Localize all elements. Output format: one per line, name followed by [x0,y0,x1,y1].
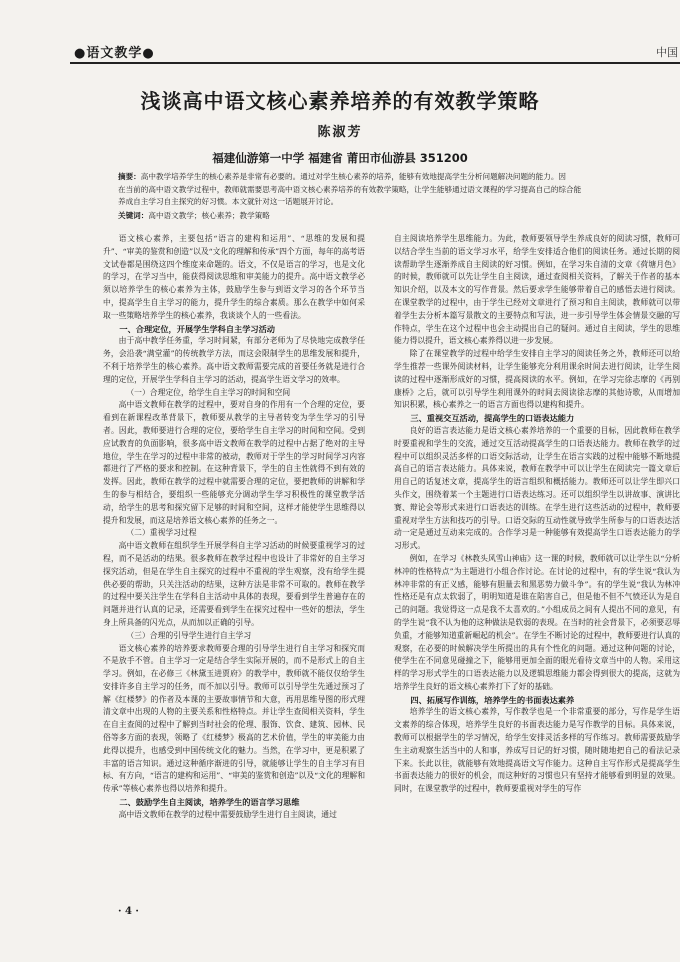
paragraph: 除了在课堂教学的过程中给学生安排自主学习的阅读任务之外，教师还可以给学生推荐一些课外阅读材料，让学生能够充分利用课余时间去进行阅读，让学生阅读的过程中逐渐形成好的习惯，提高阅读的水平。例如，在学习完徐志摩的《再别康桥》之后，就可以引导学生利用课外的时间去阅读徐志摩的其他诗歌，从而增加知识积累，核心素养之一的语言方面也得以建构和提升。 [394,349,680,410]
section-label: ●语文教学● [74,46,155,61]
paragraph: 良好的语言表达能力是语文核心素养培养的一个重要的目标，因此教师在教学时要重视和学生的交流，通过交互活动提高学生的口语表达能力。教师在教学的过程中可以组织灵活多样的口语交际活动，让学生在语言实践的过程中能够不断地提高自己的语言表达能力。具体来说，教师在教学中可以让学生在阅读完一篇文章后用自己的话复述文章，提高学生的语言组织和概括能力。教师还可以让学生即兴口头作文，围绕着某一个主题进行口语表达练习。还可以组织学生以讲故事、演讲比赛、辩论会等形式来进行口语表达的训练。在学生进行这些活动的过程中，教师要重视对学生方法和技巧的引导。口语交际的互动性就导致学生所参与的口语表达活动一定是通过互动来完成的。合作学习是一种能够有效提高学生口语表达能力的学习形式。 [394,425,680,551]
paragraph: 语文核心素养的培养要求教师要合理的引导学生进行自主学习和探究而不是放手不管。自主学习一定是结合学生实际开展的，而不是形式上的自主学习。例如，在必修三《林黛玉进贾府》的教学中，教师就不能仅仅给学生安排许多自主学习的任务，而不加以引导。教师可以引导学生先通过预习了解《红楼梦》的作者及本课的主要故事情节和大意，再用思维导图的形式理清文章中出现的人物的主要关系和性格特点。并让学生查阅相关资料，学生在自主查阅的过程中了解到当时社会的伦理、服饰、饮食、建筑、园林、民俗等多方面的表现，领略了《红楼梦》极高的艺术价值，学生的审美能力由此得以提升，也感受到中国传统文化的魅力。当然，在学习中，更是积累了丰富的语言知识。通过这种循序渐进的引导，就能够让学生的自主学习有目标、有方向，“语言的建构和运用”、“审美的鉴赏和创造”以及“文化的理解和传承”等核心素养也得以培养和提升。 [103,643,365,794]
abstract-label: 摘要： [118,172,141,181]
keywords-text: 高中语文教学；核心素养；教学策略 [148,211,270,220]
paragraph: 高中语文教师在教学的过程中需要鼓励学生进行自主阅读，通过 [118,809,337,819]
subsection-heading: （一）合理定位，给学生自主学习的时间和空间 [126,387,291,397]
abstract-line: 养成自主学习自主探究的好习惯。本文就针对这一话题展开讨论。 [118,197,339,206]
journal-name: 中国 [656,46,678,59]
section-heading: 二、鼓励学生自主阅读，培养学生的语言学习思维 [119,797,300,808]
paragraph: 高中语文教师在教学的过程中，要对自身的作用有一个合理的定位，要看到在新课程改革背景下，教师要从教学的主导者转变为学生学习的引导者。因此，教师要进行合理的定位，要给学生自主学习的时间和空间。受到应试教育的负面影响，很多高中语文教师在教学的过程中占据了绝对的主导地位，学生在学习的过程中非常的被动，教师对于学生的学习时间学习内容都进行了严格的要求和控制。在这种背景下，学生的自主性就得不到有效的发挥。因此，教师在教学的过程中就需要合理的定位，要把教师的讲解和学生的参与相结合，要组织一些能够充分调动学生学习积极性的课堂教学活动，给学生的思考和探究留下足够的时间和空间，这样才能使学生思维得以提升和发展，而这是培养语文核心素养的任务之一。 [103,400,365,525]
paragraph: 培养学生的语文核心素养，写作教学也是一个非常重要的部分，写作是学生语文素养的综合体现，培养学生良好的书面表达能力是写作教学的目标。具体来说，教师可以根据学生的学习情况，给学生安排灵活多样的写作练习。教师需要鼓励学生主动观察生活当中的人和事，养成写日记的好习惯，随时随地把自己的看法记录下来。长此以往，就能够有效地提高语文写作能力。这种自主写作形式是提高学生书面表达能力的很好的机会，而这种好的习惯也只有坚持才能够看到明显的效果。同时，在课堂教学的过程中，教师要重视对学生的写作 [394,707,680,794]
author-name: 陈淑芳 [317,125,363,140]
abstract-line: 在当前的高中语文教学过程中，教师就需要思考高中语文核心素养培养的有效教学策略，让学生能够通过语文课程的学习提高自己的综合能 [118,184,582,194]
section-heading: 一、合理定位，开展学生学科自主学习活动 [119,323,275,334]
abstract-line: 摘要：高中教学培养学生的核心素养是非常有必要的。通过对学生核心素养的培养，能够有效地提高学生分析问题解决问题的能力。因 [118,172,567,181]
paragraph: 语文核心素养，主要包括“语言的建构和运用”、“思维的发展和提升”、“审美的鉴赏和创造”以及“文化的理解和传承”四个方面，每年的高考语文试卷都是围绕这四个维度来命题的。语文，不仅是语言的学习，也是文化的学习，在学习当中，能获得阅读思维和审美能力的提升。高中语文教学必须以培养学生的核心素养为主体，鼓励学生参与到语文学习的各个环节当中，提高学生自主学习的能力，提升学生的综合素质。那么在教学中如何采取一些策略培养学生的核心素养，我谈谈个人的一些看法。 [103,234,365,320]
page-number: · 4 · [118,906,139,917]
author-affiliation: 福建仙游第一中学 福建省 莆田市仙游县 351200 [212,151,468,165]
paragraph: 自主阅读培养学生思维能力。为此，教师要领导学生养成良好的阅读习惯，教师可以结合学生当前的语文学习水平，给学生安排适合他们的阅读任务。通过长期的阅读帮助学生逐渐养成自主阅读的好习惯。例如，在学习朱自清的文章《荷塘月色》的时候，教师就可以先让学生自主阅读，通过查阅相关资料，了解关于作者的基本知识介绍，以及本文的写作背景。然后要求学生能够带着自己的感悟去进行阅读。在课堂教学的过程中，由于学生已经对文章进行了预习和自主阅读，教师就可以带着学生去分析本篇写景散文的主要特点和写法，进一步引导学生体会情景交融的写作特点，学生在这个过程中也会主动提出自己的疑问。通过自主阅读，学生的思维能力得以提升，语文核心素养得以进一步发展。 [394,234,680,346]
left-column [103,233,365,822]
keywords-label: 关键词： [118,211,149,220]
paragraph: 例如，在学习《林教头风雪山神庙》这一课的时候，教师就可以让学生以“分析林冲的性格特点”为主题进行小组合作讨论。在讨论的过程中，有的学生说“我认为林冲非常的有正义感，能够有胆量去和黑恶势力做斗争”。有的学生说“我认为林冲性格还是有点太软弱了，明明知道是谁在陷害自己，但是他不但不气愤还认为是自己的问题。我觉得这一点是我不太喜欢的。”小组成员之间有人提出不同的意见，有的学生说“我不认为他的这种做法是软弱的表现。在当时的社会背景下，必须要忍辱负重，才能够知道重新崛起的机会”。在学生不断讨论的过程中，教师要进行认真的观察，在必要的时候解决学生所提出的具有个性化的问题。通过这种问题的讨论，使学生在不同意见碰撞之下，能够用更加全面的眼光看待文章当中的人物。采用这样的学习形式学生的口语表达能力以及逻辑思维能力都会得到很大的提高，这就为培养学生良好的语文核心素养打下了好的基础。 [394,553,680,691]
paragraph: 由于高中教学任务重，学习时间紧，有部分老师为了尽快地完成教学任务，会沿袭“满堂灌”的传统教学方法，而这会限制学生的思维发展和提升，不利于培养学生的核心素养。高中语文教师需要完成的首要任务就是进行合理的定位，开展学生学科自主学习的活动，提高学生语文学习的效率。 [103,336,365,384]
keywords [118,210,270,221]
right-column [394,233,680,796]
header-rule [70,62,680,64]
section-heading: 四、拓展写作训练，培养学生的书面表达素养 [410,694,575,705]
section-heading: 三、重视交互活动，提高学生的口语表达能力 [410,413,575,424]
article-title: 浅谈高中语文核心素养培养的有效教学策略 [140,89,540,113]
subsection-heading: （三）合理的引导学生进行自主学习 [126,630,252,640]
subsection-heading: （二）重视学习过程 [126,528,197,538]
paragraph: 高中语文教师在组织学生开展学科自主学习活动的时候要重视学习的过程，而不是活动的结果。很多教师在教学过程中也设计了非常好的自主学习探究活动，但是在学生自主探究的过程中不重视的学生观察，没有给学生提供必要的帮助，只关注活动的结果，这种方法是非常不可取的。教师在教学的过程中要关注学生在学科自主活动中具体的表现，要看到学生普遍存在的问题并进行认真的记录，还需要看到学生在探究过程中一些好的想法，学生身上所具备的闪光点，从而加以正确的引导。 [103,541,365,627]
abstract [118,171,676,209]
running-header [30,40,680,62]
